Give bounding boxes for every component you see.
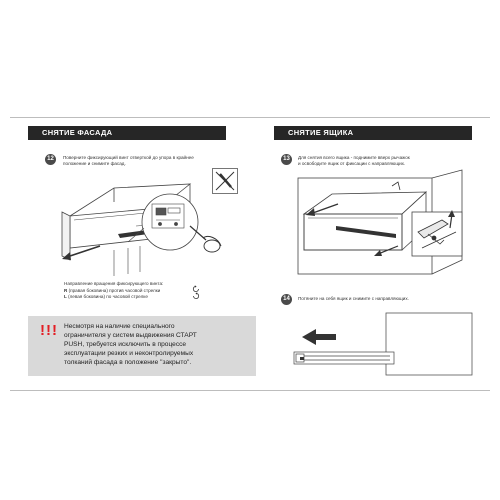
step-13-badge: 13: [281, 154, 292, 165]
rotation-right-text: (правая боковина) против часовой стрелки: [67, 287, 161, 293]
warning-line1: Несмотря на наличие специального: [64, 323, 175, 330]
rotation-left: [64, 294, 224, 301]
section-header-remove-facade: СНЯТИЕ ФАСАДА: [28, 126, 226, 140]
rotation-direction-title: Направление вращения фиксирующего винта:: [64, 281, 164, 286]
rotation-right-letter: R: [64, 287, 68, 293]
warning-box: [28, 316, 256, 376]
top-separator: [10, 117, 490, 118]
warning-line5: толканий фасада в положение "закрыто".: [64, 359, 192, 366]
screwdriver-drawing: [190, 226, 221, 252]
step-12-badge: 12: [45, 154, 56, 165]
rotation-left-letter: L: [64, 294, 67, 299]
no-screwdriver-icon: [212, 168, 238, 194]
rotation-left-text: (левая боковина) по часовой стрелке: [66, 294, 148, 299]
warning-text: [64, 322, 250, 367]
step-13-text-line2: и освободите ящик от фиксации с направляющих.: [298, 161, 406, 166]
step-12-text: [63, 155, 263, 167]
step-12-text-line1: Поверните фиксирующий винт отверткой до упора в крайнее: [63, 155, 194, 160]
warning-line4: эксплуатации резких и неконтролируемых: [64, 350, 194, 357]
warning-line3: PUSH, требуется исключить в процессе: [64, 341, 187, 348]
step-13-text-line1: Для снятия всего ящика - поднимите вверх рычажок: [298, 155, 410, 160]
rotate-cw-icon: [192, 292, 200, 300]
warning-line2: ограничителя у систем выдвижения СТАРТ: [64, 332, 197, 339]
step-13-text: [298, 155, 478, 167]
step-14-text: Потяните на себя ящик и снимите с направляющих.: [298, 296, 409, 301]
bottom-separator: [10, 390, 490, 391]
step-14-badge: 14: [281, 294, 292, 305]
drawer-removal-illustration: [292, 172, 474, 282]
warning-marks: !!!: [40, 322, 58, 339]
rotation-direction-block: [64, 281, 224, 301]
drawer-pull-out-illustration: [290, 312, 476, 382]
pull-arrow-icon: [302, 329, 336, 345]
section-header-remove-drawer: СНЯТИЕ ЯЩИКА: [274, 126, 472, 140]
step-12-text-line2: положение и снимите фасад.: [63, 161, 126, 166]
